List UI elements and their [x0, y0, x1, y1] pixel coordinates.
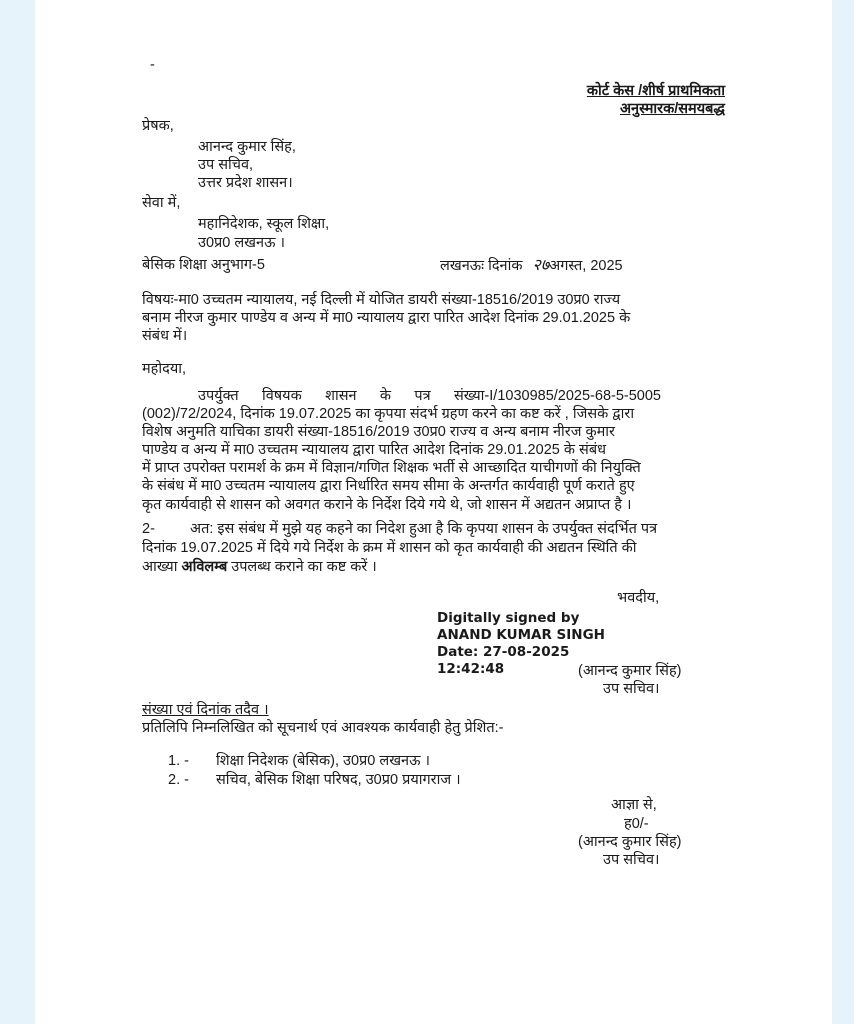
- signatory-name: (आनन्द कुमार सिंह): [578, 663, 682, 679]
- para2-line-1: अत: इस संबंध में मुझे यह कहने का निदेश हुआ है कि कृपया शासन के उपर्युक्त संदर्भित पत्र: [190, 521, 658, 537]
- date-day-handwritten: २७: [532, 255, 550, 274]
- para2-line-2: दिनांक 19.07.2025 में दिये गये निर्देश के क्रम में शासन को कृत कार्यवाही की अद्यतन स्थिति की: [142, 540, 637, 556]
- signed-mark: ह0/-: [624, 816, 649, 832]
- sender-office: उत्तर प्रदेश शासन।: [198, 175, 293, 191]
- reminder-label: अनुस्मारक/समयबद्ध: [619, 101, 725, 117]
- digital-signature-date: Date: 27-08-2025: [437, 644, 570, 660]
- date-prefix: लखनऊः दिनांक: [440, 258, 523, 274]
- para1-line-3: विशेष अनुमति याचिका डायरी संख्या-18516/2019 उ0प्र0 राज्य व अन्य बनाम नीरज कुमार: [142, 424, 615, 440]
- para1-line-7: कृत कार्यवाही से शासन को अवगत कराने के निर्देश दिये गये थे, जो शासन में अद्यतन अप्राप्त है ।: [142, 497, 632, 513]
- recipient-place: उ0प्र0 लखनऊ ।: [198, 235, 285, 251]
- subject-line-1: विषयः-मा0 उच्चतम न्यायालय, नई दिल्ली में योजित डायरी संख्या-18516/2019 उ0प्र0 राज्य: [142, 292, 621, 308]
- priority-label: कोर्ट केस /शीर्ष प्राथमिकता: [586, 83, 725, 99]
- para1-line-6: के संबंध में मा0 उच्चतम न्यायालय द्वारा निर्धारित समय सीमा के अन्तर्गत कार्यवाही पूर्ण कराते हुए: [142, 478, 635, 494]
- recipient-label: सेवा में,: [142, 195, 181, 211]
- copy-intro: प्रतिलिपि निम्नलिखित को सूचनार्थ एवं आवश्यक कार्यवाही हेतु प्रेशित:-: [142, 720, 504, 736]
- urgent-word: अविलम्ब: [181, 559, 228, 575]
- letter-date: [440, 256, 623, 275]
- digital-signature-name: ANAND KUMAR SINGH: [437, 627, 605, 643]
- para1-line-1: उपर्युक्त विषयक शासन के पत्र संख्या-I/1030985/2025-68-5-5005: [198, 388, 661, 404]
- sender-label: प्रेषक,: [142, 118, 174, 134]
- yours-faithfully: भवदीय,: [617, 590, 660, 606]
- subject-line-3: संबंध में।: [142, 328, 188, 344]
- signatory-designation: उप सचिव।: [603, 681, 660, 697]
- para2-number: 2-: [142, 521, 155, 537]
- para2-line-3-prefix: आख्या: [142, 559, 182, 575]
- digital-signature-time: 12:42:48: [437, 661, 505, 677]
- copy-item-1-number: 1. -: [168, 753, 189, 769]
- copy-item-2-number: 2. -: [168, 772, 189, 788]
- para1-line-5: में प्राप्त उपरोक्त परामर्श के क्रम में विज्ञान/गणित शिक्षक भर्ती से आच्छादित याचीगणों की नियुक्ति: [142, 460, 641, 476]
- subject-line-2: बनाम नीरज कुमार पाण्डेय व अन्य में मा0 न्यायालय द्वारा पारित आदेश दिनांक 29.01.2025 के: [142, 310, 631, 326]
- copy-item-1-text: शिक्षा निदेशक (बेसिक), उ0प्र0 लखनऊ ।: [216, 753, 431, 769]
- document-page: [35, 0, 832, 1024]
- header-dash: -: [150, 57, 155, 73]
- footer-designation: उप सचिव।: [603, 852, 660, 868]
- digital-signature-line-1: Digitally signed by: [437, 610, 580, 626]
- para1-line-4: पाण्डेय व अन्य में मा0 उच्चतम न्यायालय द्वारा पारित आदेश दिनांक 29.01.2025 के संबंध: [142, 442, 607, 458]
- recipient-title: महानिदेशक, स्कूल शिक्षा,: [198, 216, 330, 232]
- by-order: आज्ञा से,: [611, 797, 657, 813]
- para1-line-2: (002)/72/2024, दिनांक 19.07.2025 का कृपया संदर्भ ग्रहण करने का कष्ट करें , जिसके द्वारा: [142, 406, 635, 422]
- copy-item-2-text: सचिव, बेसिक शिक्षा परिषद, उ0प्र0 प्रयागराज ।: [216, 772, 461, 788]
- para2-line-3-suffix: उपलब्ध कराने का कष्ट करें ।: [227, 559, 377, 575]
- date-suffix: अगस्त, 2025: [549, 258, 623, 274]
- department-section: बेसिक शिक्षा अनुभाग-5: [142, 257, 265, 273]
- para2-line-3: [142, 558, 377, 576]
- sender-designation: उप सचिव,: [198, 157, 254, 173]
- copy-reference: संख्या एवं दिनांक तदैव ।: [142, 702, 269, 718]
- footer-name: (आनन्द कुमार सिंह): [578, 834, 682, 850]
- salutation: महोदया,: [142, 361, 187, 377]
- sender-name: आनन्द कुमार सिंह,: [198, 139, 296, 155]
